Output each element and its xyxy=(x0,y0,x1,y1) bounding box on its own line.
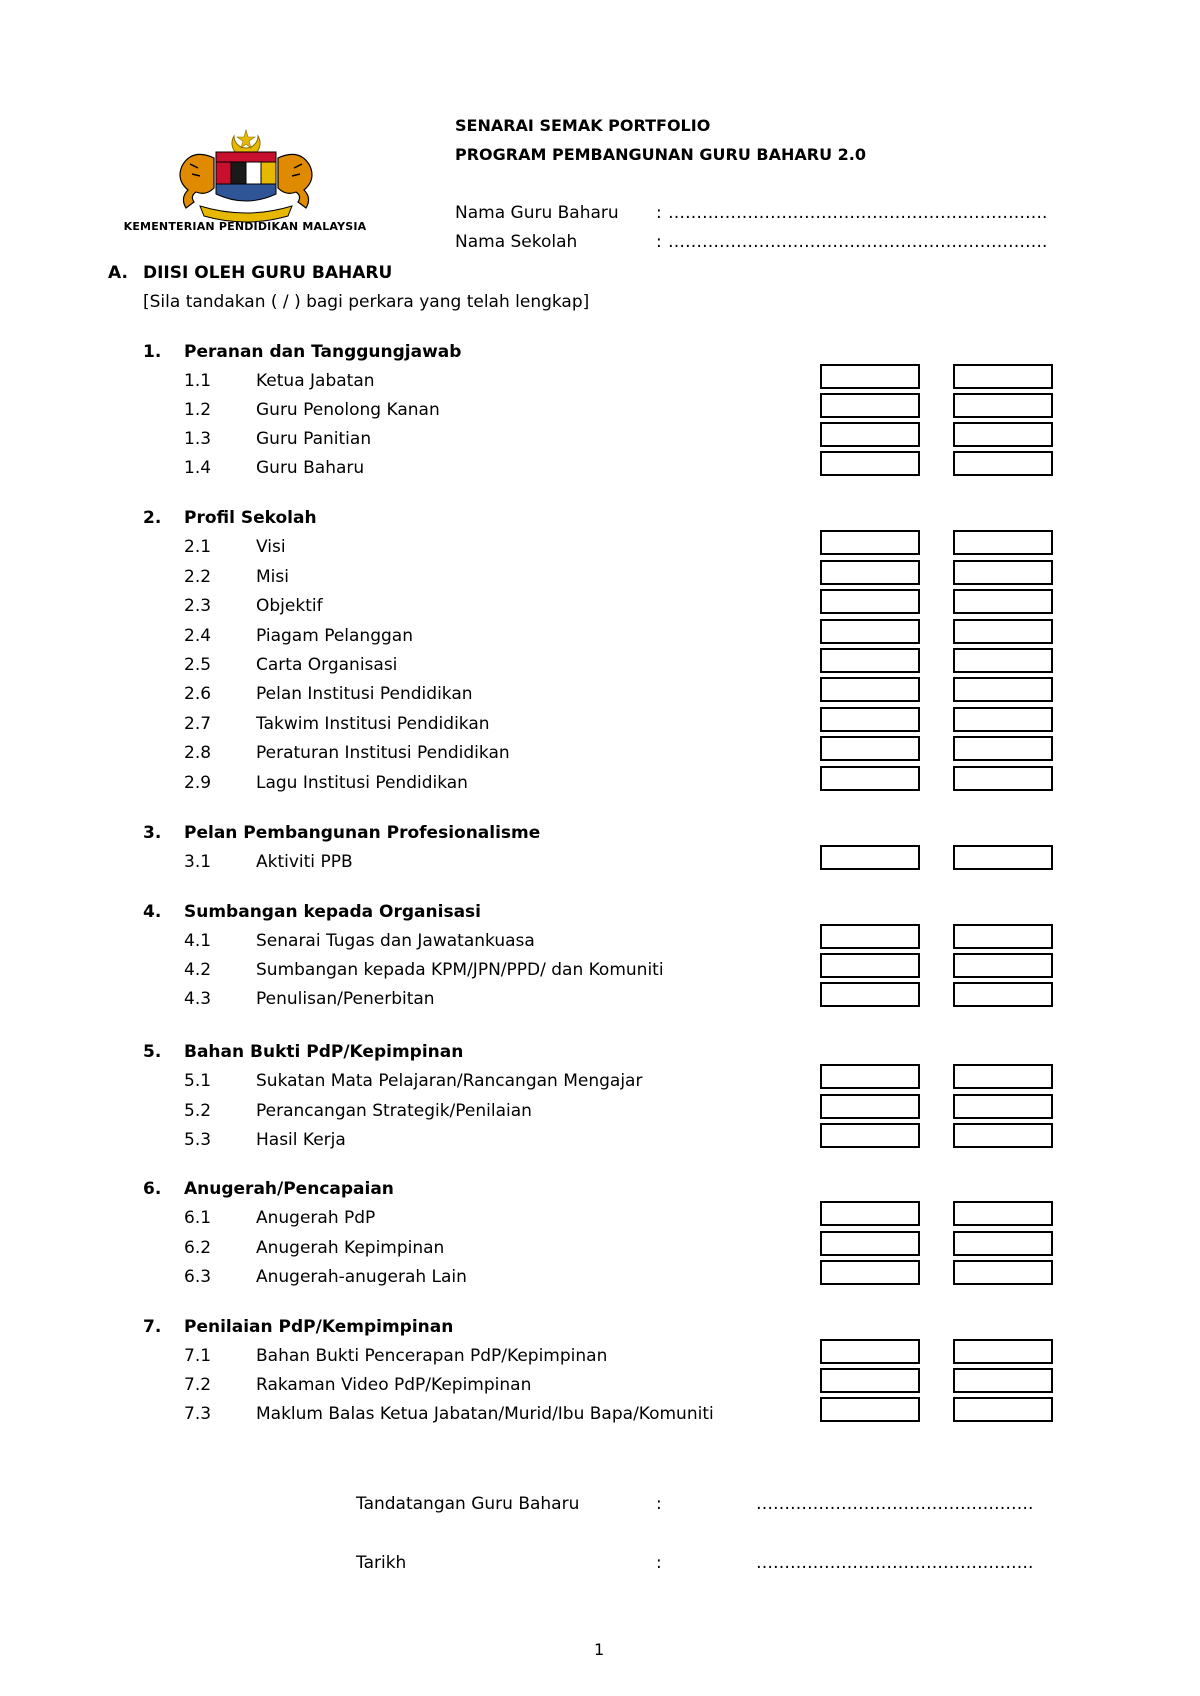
item-number: 1.1 xyxy=(184,371,212,391)
item-label: Aktiviti PPB xyxy=(256,852,353,872)
checkbox-7-1-b[interactable] xyxy=(953,1339,1053,1364)
group-title: Anugerah/Pencapaian xyxy=(184,1179,394,1199)
item-label: Guru Penolong Kanan xyxy=(256,400,440,420)
item-label: Takwim Institusi Pendidikan xyxy=(256,714,490,734)
checkbox-4-2-b[interactable] xyxy=(953,953,1053,978)
date-field[interactable]: …………………………………………. xyxy=(756,1553,1034,1573)
item-label: Anugerah-anugerah Lain xyxy=(256,1267,467,1287)
section-title: DIISI OLEH GURU BAHARU xyxy=(143,263,393,283)
checkbox-3-1-b[interactable] xyxy=(953,845,1053,870)
teacher-name-label: Nama Guru Baharu xyxy=(455,203,619,223)
item-number: 7.3 xyxy=(184,1404,212,1424)
teacher-name-colon: : xyxy=(656,203,662,223)
item-label: Peraturan Institusi Pendidikan xyxy=(256,743,510,763)
checkbox-6-1-a[interactable] xyxy=(820,1201,920,1226)
item-number: 2.1 xyxy=(184,537,212,557)
checkbox-1-4-a[interactable] xyxy=(820,451,920,476)
group-title: Profil Sekolah xyxy=(184,508,317,528)
group-number: 5. xyxy=(143,1042,162,1062)
item-label: Guru Panitian xyxy=(256,429,372,449)
item-number: 7.2 xyxy=(184,1375,212,1395)
item-label: Guru Baharu xyxy=(256,458,365,478)
item-number: 1.4 xyxy=(184,458,212,478)
checkbox-7-2-a[interactable] xyxy=(820,1368,920,1393)
item-number: 4.1 xyxy=(184,931,212,951)
checkbox-6-3-b[interactable] xyxy=(953,1260,1053,1285)
group-number: 4. xyxy=(143,902,162,922)
item-label: Lagu Institusi Pendidikan xyxy=(256,773,468,793)
item-label: Misi xyxy=(256,567,289,587)
group-number: 6. xyxy=(143,1179,162,1199)
item-number: 1.2 xyxy=(184,400,212,420)
item-number: 2.7 xyxy=(184,714,212,734)
item-label: Pelan Institusi Pendidikan xyxy=(256,684,473,704)
page-number: 1 xyxy=(594,1640,605,1659)
checkbox-5-2-b[interactable] xyxy=(953,1094,1053,1119)
item-number: 2.5 xyxy=(184,655,212,675)
group-number: 3. xyxy=(143,823,162,843)
document-title: SENARAI SEMAK PORTFOLIO xyxy=(455,116,711,135)
checkbox-1-3-a[interactable] xyxy=(820,422,920,447)
item-number: 6.3 xyxy=(184,1267,212,1287)
checkbox-2-8-a[interactable] xyxy=(820,736,920,761)
date-label: Tarikh xyxy=(356,1553,407,1573)
section-instruction: [Sila tandakan ( / ) bagi perkara yang telah lengkap] xyxy=(143,292,590,312)
checkbox-3-1-a[interactable] xyxy=(820,845,920,870)
school-name-field[interactable]: …………………………………………………………. xyxy=(668,232,1048,252)
item-label: Carta Organisasi xyxy=(256,655,398,675)
item-number: 2.6 xyxy=(184,684,212,704)
item-label: Anugerah PdP xyxy=(256,1208,376,1228)
group-title: Sumbangan kepada Organisasi xyxy=(184,902,481,922)
item-number: 7.1 xyxy=(184,1346,212,1366)
item-number: 2.2 xyxy=(184,567,212,587)
group-title: Penilaian PdP/Kempimpinan xyxy=(184,1317,454,1337)
logo-caption: KEMENTERIAN PENDIDIKAN MALAYSIA xyxy=(123,220,367,233)
checkbox-5-1-b[interactable] xyxy=(953,1064,1053,1089)
checkbox-2-4-b[interactable] xyxy=(953,619,1053,644)
item-label: Bahan Bukti Pencerapan PdP/Kepimpinan xyxy=(256,1346,608,1366)
checkbox-2-6-b[interactable] xyxy=(953,677,1053,702)
item-label: Visi xyxy=(256,537,286,557)
checkbox-6-2-a[interactable] xyxy=(820,1231,920,1256)
item-number: 5.1 xyxy=(184,1071,212,1091)
item-label: Piagam Pelanggan xyxy=(256,626,413,646)
checkbox-7-3-a[interactable] xyxy=(820,1397,920,1422)
item-label: Sumbangan kepada KPM/JPN/PPD/ dan Komuniti xyxy=(256,960,664,980)
signature-colon: : xyxy=(656,1494,662,1514)
checkbox-2-8-b[interactable] xyxy=(953,736,1053,761)
checkbox-2-6-a[interactable] xyxy=(820,677,920,702)
item-label: Maklum Balas Ketua Jabatan/Murid/Ibu Bapa/Komuniti xyxy=(256,1404,714,1424)
item-number: 4.2 xyxy=(184,960,212,980)
checkbox-2-7-b[interactable] xyxy=(953,707,1053,732)
item-label: Ketua Jabatan xyxy=(256,371,375,391)
checkbox-2-3-b[interactable] xyxy=(953,589,1053,614)
checkbox-6-2-b[interactable] xyxy=(953,1231,1053,1256)
group-title: Bahan Bukti PdP/Kepimpinan xyxy=(184,1042,464,1062)
group-number: 2. xyxy=(143,508,162,528)
checkbox-1-4-b[interactable] xyxy=(953,451,1053,476)
checkbox-4-2-a[interactable] xyxy=(820,953,920,978)
checkbox-2-2-a[interactable] xyxy=(820,560,920,585)
checkbox-2-3-a[interactable] xyxy=(820,589,920,614)
checkbox-7-1-a[interactable] xyxy=(820,1339,920,1364)
checkbox-4-3-b[interactable] xyxy=(953,982,1053,1007)
checkbox-1-3-b[interactable] xyxy=(953,422,1053,447)
group-title: Pelan Pembangunan Profesionalisme xyxy=(184,823,541,843)
item-number: 5.3 xyxy=(184,1130,212,1150)
item-number: 6.1 xyxy=(184,1208,212,1228)
checkbox-5-3-b[interactable] xyxy=(953,1123,1053,1148)
checkbox-2-9-a[interactable] xyxy=(820,766,920,791)
checkbox-6-1-b[interactable] xyxy=(953,1201,1053,1226)
checkbox-7-2-b[interactable] xyxy=(953,1368,1053,1393)
checkbox-2-9-b[interactable] xyxy=(953,766,1053,791)
checkbox-1-2-b[interactable] xyxy=(953,393,1053,418)
checkbox-4-1-b[interactable] xyxy=(953,924,1053,949)
checkbox-1-2-a[interactable] xyxy=(820,393,920,418)
date-colon: : xyxy=(656,1553,662,1573)
checkbox-2-2-b[interactable] xyxy=(953,560,1053,585)
item-label: Objektif xyxy=(256,596,323,616)
checkbox-2-5-b[interactable] xyxy=(953,648,1053,673)
checkbox-7-3-b[interactable] xyxy=(953,1397,1053,1422)
school-name-label: Nama Sekolah xyxy=(455,232,578,252)
checkbox-4-3-a[interactable] xyxy=(820,982,920,1007)
item-number: 1.3 xyxy=(184,429,212,449)
checkbox-1-1-b[interactable] xyxy=(953,364,1053,389)
item-label: Senarai Tugas dan Jawatankuasa xyxy=(256,931,535,951)
group-number: 7. xyxy=(143,1317,162,1337)
checkbox-5-2-a[interactable] xyxy=(820,1094,920,1119)
item-label: Penulisan/Penerbitan xyxy=(256,989,435,1009)
item-number: 2.3 xyxy=(184,596,212,616)
checkbox-2-1-a[interactable] xyxy=(820,530,920,555)
item-number: 5.2 xyxy=(184,1101,212,1121)
checkbox-2-1-b[interactable] xyxy=(953,530,1053,555)
item-label: Anugerah Kepimpinan xyxy=(256,1238,445,1258)
signature-label: Tandatangan Guru Baharu xyxy=(356,1494,580,1514)
item-number: 2.4 xyxy=(184,626,212,646)
checkbox-1-1-a[interactable] xyxy=(820,364,920,389)
item-number: 2.9 xyxy=(184,773,212,793)
group-title: Peranan dan Tanggungjawab xyxy=(184,342,462,362)
item-label: Perancangan Strategik/Penilaian xyxy=(256,1101,532,1121)
checkbox-5-1-a[interactable] xyxy=(820,1064,920,1089)
checkbox-4-1-a[interactable] xyxy=(820,924,920,949)
section-letter: A. xyxy=(108,263,128,283)
item-number: 3.1 xyxy=(184,852,212,872)
item-label: Sukatan Mata Pelajaran/Rancangan Mengajar xyxy=(256,1071,643,1091)
checkbox-6-3-a[interactable] xyxy=(820,1260,920,1285)
checkbox-2-4-a[interactable] xyxy=(820,619,920,644)
checkbox-2-7-a[interactable] xyxy=(820,707,920,732)
teacher-name-field[interactable]: …………………………………………………………. xyxy=(668,203,1048,223)
item-number: 4.3 xyxy=(184,989,212,1009)
document-subtitle: PROGRAM PEMBANGUNAN GURU BAHARU 2.0 xyxy=(455,145,866,164)
item-label: Rakaman Video PdP/Kepimpinan xyxy=(256,1375,532,1395)
school-name-colon: : xyxy=(656,232,662,252)
checkbox-5-3-a[interactable] xyxy=(820,1123,920,1148)
item-label: Hasil Kerja xyxy=(256,1130,346,1150)
checkbox-2-5-a[interactable] xyxy=(820,648,920,673)
signature-field[interactable]: …………………………………………. xyxy=(756,1494,1034,1514)
item-number: 6.2 xyxy=(184,1238,212,1258)
item-number: 2.8 xyxy=(184,743,212,763)
group-number: 1. xyxy=(143,342,162,362)
